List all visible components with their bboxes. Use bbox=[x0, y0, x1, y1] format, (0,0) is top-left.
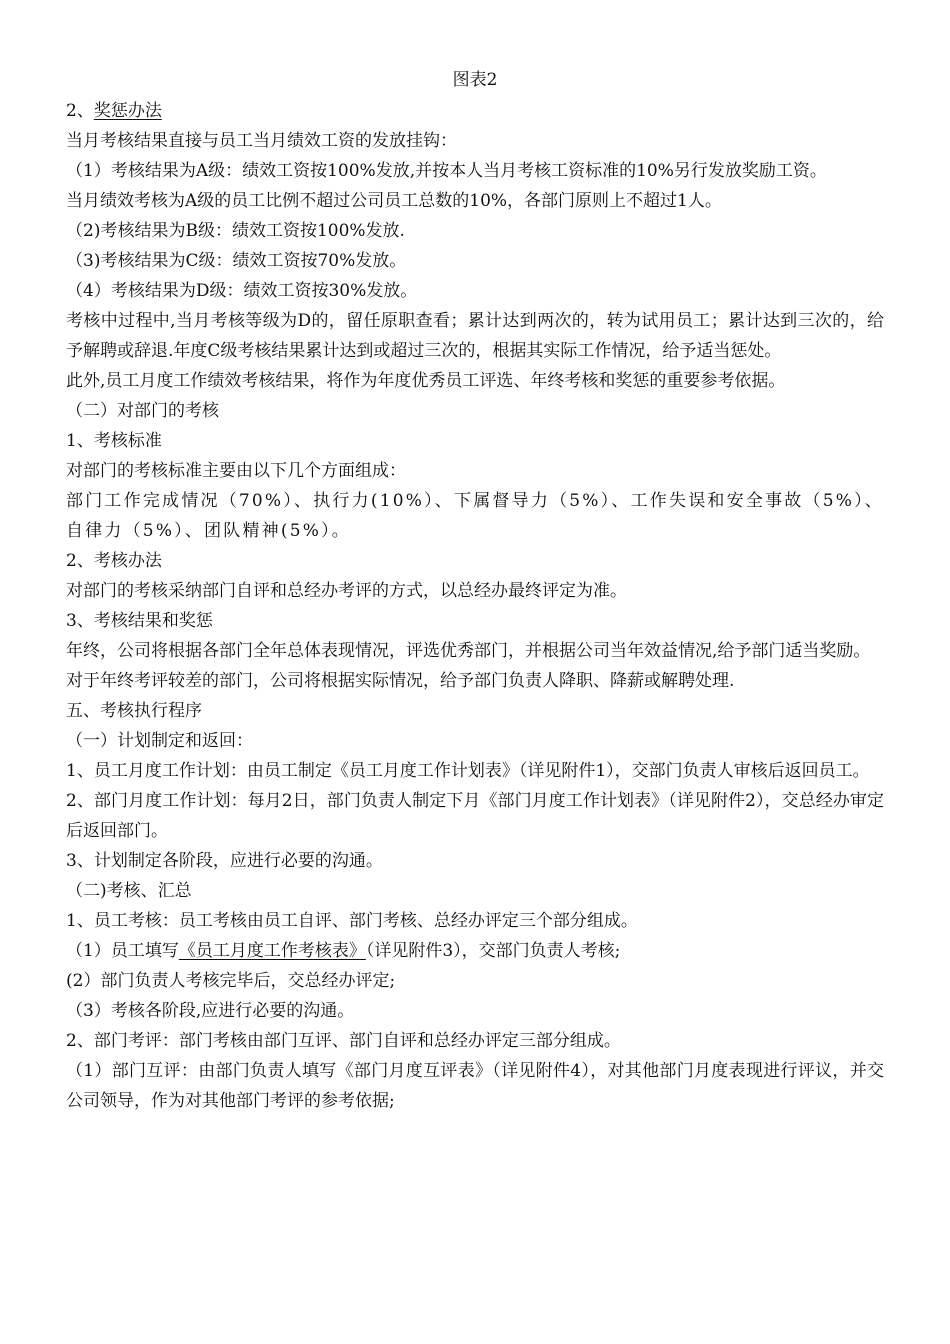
paragraph: 对于年终考评较差的部门，公司将根据实际情况，给予部门负责人降职、降薪或解聘处理. bbox=[66, 671, 735, 691]
page-title: 图表2 bbox=[452, 70, 498, 90]
paragraph: 2、部门考评：部门考核由部门互评、部门自评和总经办评定三部分组成。 bbox=[66, 1031, 621, 1051]
section-heading-text: 奖惩办法 bbox=[93, 101, 162, 121]
paragraph: （4）考核结果为D级：绩效工资按30%发放。 bbox=[66, 281, 418, 301]
paragraph: 当月绩效考核为A级的员工比例不超过公司员工总数的10%，各部门原则上不超过1人。 bbox=[66, 191, 722, 211]
subsection-heading: 3、考核结果和奖惩 bbox=[66, 611, 213, 631]
subsection-heading: 1、考核标准 bbox=[66, 431, 162, 451]
paragraph: (2）部门负责人考核完毕后，交总经办评定; bbox=[66, 971, 396, 991]
form-title-underlined: 《员工月度工作考核表》 bbox=[178, 941, 366, 961]
subsection-heading: （二）对部门的考核 bbox=[66, 401, 219, 421]
paragraph: 1、员工考核：员工考核由员工自评、部门考核、总经办评定三个部分组成。 bbox=[66, 911, 638, 931]
section-heading-prefix: 2、 bbox=[66, 101, 94, 121]
paragraph: （1）考核结果为A级：绩效工资按100%发放,并按本人当月考核工资标准的10%另行发放奖励工资。 bbox=[66, 161, 827, 181]
paragraph-with-underline bbox=[66, 936, 884, 966]
underlined-line-before: （1）员工填写 bbox=[66, 941, 179, 961]
paragraph: （1）部门互评：由部门负责人填写《部门月度互评表》（详见附件4），对其他部门月度表现进行评议，并交公司领导，作为对其他部门考评的参考依据; bbox=[66, 1061, 884, 1111]
paragraph: 部门工作完成情况（70%）、执行力(10%）、下属督导力（5%）、工作失误和安全事故（5%）、自律力（5%）、团队精神(5%）。 bbox=[66, 491, 884, 541]
section-heading bbox=[66, 96, 884, 126]
underlined-line-after: （详见附件3），交部门负责人考核; bbox=[365, 941, 621, 961]
subsection-heading: （二)考核、汇总 bbox=[66, 881, 192, 901]
paragraph: 对部门的考核采纳部门自评和总经办考评的方式，以总经办最终评定为准。 bbox=[66, 581, 627, 601]
paragraph: 此外,员工月度工作绩效考核结果，将作为年度优秀员工评选、年终考核和奖惩的重要参考依据。 bbox=[66, 371, 786, 391]
section-heading: 五、考核执行程序 bbox=[66, 701, 202, 721]
paragraph: 1、员工月度工作计划：由员工制定《员工月度工作计划表》（详见附件1），交部门负责人审核后返回员工。 bbox=[66, 761, 870, 781]
paragraph: （2)考核结果为B级：绩效工资按100%发放. bbox=[66, 221, 405, 241]
paragraph: 考核中过程中,当月考核等级为D的，留任原职查看；累计达到两次的，转为试用员工；累计达到三次的，给予解聘或辞退.年度C级考核结果累计达到或超过三次的，根据其实际工作情况，给予适当惩处。 bbox=[66, 311, 884, 361]
paragraph: 对部门的考核标准主要由以下几个方面组成： bbox=[66, 461, 406, 481]
paragraph: 3、计划制定各阶段，应进行必要的沟通。 bbox=[66, 851, 383, 871]
subsection-heading: 2、考核办法 bbox=[66, 551, 162, 571]
paragraph: （3)考核结果为C级：绩效工资按70%发放。 bbox=[66, 251, 407, 271]
subsection-heading: （一）计划制定和返回： bbox=[66, 731, 253, 751]
paragraph: （3）考核各阶段,应进行必要的沟通。 bbox=[66, 1001, 355, 1021]
paragraph: 年终，公司将根据各部门全年总体表现情况，评选优秀部门，并根据公司当年效益情况,给予部门适当奖励。 bbox=[66, 641, 871, 661]
paragraph: 2、部门月度工作计划：每月2日，部门负责人制定下月《部门月度工作计划表》（详见附件2），交总经办审定后返回部门。 bbox=[66, 791, 884, 841]
paragraph: 当月考核结果直接与员工当月绩效工资的发放挂钩： bbox=[66, 131, 457, 151]
